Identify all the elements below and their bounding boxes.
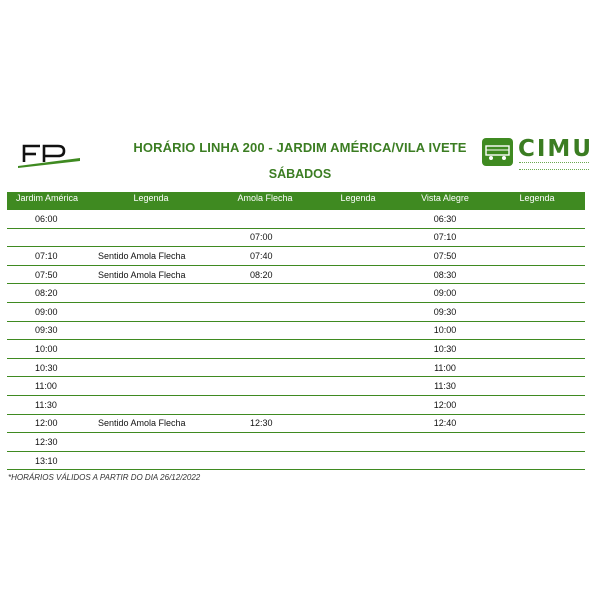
cell-vista-alegre: 08:30 [401,265,489,284]
cell-legenda-2 [315,377,401,396]
cell-legenda-1 [87,340,215,359]
table-row [7,377,585,396]
table-row [7,451,585,470]
cell-legenda-1: Sentido Amola Flecha [87,247,215,266]
cell-legenda-1 [87,228,215,247]
cell-legenda-3 [489,247,585,266]
column-header-legenda-1: Legenda [87,192,215,210]
table-row [7,210,585,228]
cell-amola-flecha: 08:20 [215,265,315,284]
cell-legenda-3 [489,284,585,303]
table-row [7,358,585,377]
cell-vista-alegre: 10:30 [401,340,489,359]
cell-legenda-3 [489,377,585,396]
cell-legenda-1 [87,284,215,303]
cell-legenda-2 [315,321,401,340]
cimu-wordmark: CIMU [518,136,594,162]
cell-legenda-1 [87,358,215,377]
column-header-legenda-2: Legenda [315,192,401,210]
cell-amola-flecha [215,340,315,359]
cell-jardim-america: 11:30 [7,395,87,414]
cell-legenda-2 [315,284,401,303]
cell-jardim-america: 12:30 [7,433,87,452]
cell-legenda-2 [315,395,401,414]
cell-legenda-3 [489,302,585,321]
table-row [7,284,585,303]
page-subtitle: SÁBADOS [268,167,332,181]
table-row [7,247,585,266]
cell-jardim-america: 11:00 [7,377,87,396]
cell-amola-flecha: 12:30 [215,414,315,433]
cell-legenda-3 [489,210,585,228]
cell-amola-flecha [215,302,315,321]
validity-footnote: *HORÁRIOS VÁLIDOS A PARTIR DO DIA 26/12/2022 [8,473,201,482]
schedule-body [7,210,585,470]
column-header-vista-alegre: Vista Alegre [401,192,489,210]
cell-legenda-1: Sentido Amola Flecha [87,414,215,433]
schedule-table [7,192,585,470]
cell-legenda-1: Sentido Amola Flecha [87,265,215,284]
cell-vista-alegre [401,451,489,470]
cimu-logo [481,135,594,171]
cell-jardim-america: 07:10 [7,247,87,266]
table-row [7,414,585,433]
cell-vista-alegre: 10:00 [401,321,489,340]
cell-legenda-3 [489,433,585,452]
cell-jardim-america: 09:30 [7,321,87,340]
fp-logo [18,140,80,168]
column-header-amola-flecha: Amola Flecha [215,192,315,210]
cell-amola-flecha [215,433,315,452]
cell-legenda-1 [87,321,215,340]
cell-amola-flecha [215,377,315,396]
cell-jardim-america: 07:50 [7,265,87,284]
cell-legenda-3 [489,265,585,284]
cell-legenda-2 [315,358,401,377]
cell-vista-alegre: 11:30 [401,377,489,396]
cell-vista-alegre: 12:40 [401,414,489,433]
column-header-jardim-america: Jardim América [7,192,87,210]
cell-legenda-2 [315,414,401,433]
cell-vista-alegre: 09:30 [401,302,489,321]
cell-jardim-america: 06:00 [7,210,87,228]
cell-legenda-3 [489,395,585,414]
cell-legenda-2 [315,247,401,266]
cell-jardim-america: 09:00 [7,302,87,321]
cell-legenda-1 [87,302,215,321]
cell-amola-flecha [215,210,315,228]
table-row [7,395,585,414]
cell-amola-flecha [215,451,315,470]
table-row [7,340,585,359]
cell-legenda-2 [315,228,401,247]
cell-vista-alegre: 09:00 [401,284,489,303]
cell-legenda-1 [87,377,215,396]
cell-amola-flecha: 07:40 [215,247,315,266]
cimu-tagline-decoration [519,162,589,170]
cell-jardim-america: 10:30 [7,358,87,377]
cell-legenda-3 [489,228,585,247]
cell-legenda-1 [87,395,215,414]
cell-jardim-america: 12:00 [7,414,87,433]
cell-legenda-1 [87,433,215,452]
cell-jardim-america: 10:00 [7,340,87,359]
cell-legenda-3 [489,321,585,340]
cell-vista-alegre: 07:10 [401,228,489,247]
cell-legenda-3 [489,451,585,470]
table-row [7,321,585,340]
cell-amola-flecha [215,284,315,303]
cell-jardim-america [7,228,87,247]
cell-legenda-3 [489,340,585,359]
cell-legenda-2 [315,210,401,228]
table-row [7,433,585,452]
cell-legenda-2 [315,340,401,359]
cell-legenda-1 [87,210,215,228]
cell-vista-alegre: 11:00 [401,358,489,377]
cell-jardim-america: 13:10 [7,451,87,470]
table-row [7,228,585,247]
cell-legenda-1 [87,451,215,470]
cell-legenda-2 [315,451,401,470]
cimu-emblem-icon [481,137,514,167]
cell-legenda-2 [315,433,401,452]
cell-amola-flecha [215,358,315,377]
table-row [7,302,585,321]
page-title: HORÁRIO LINHA 200 - JARDIM AMÉRICA/VILA IVETE [133,140,467,155]
cell-legenda-2 [315,265,401,284]
cell-vista-alegre [401,433,489,452]
cell-amola-flecha [215,321,315,340]
cell-amola-flecha [215,395,315,414]
cell-legenda-3 [489,414,585,433]
cell-vista-alegre: 12:00 [401,395,489,414]
cell-jardim-america: 08:20 [7,284,87,303]
table-row [7,265,585,284]
table-header-row [7,192,585,210]
cell-vista-alegre: 07:50 [401,247,489,266]
cell-legenda-2 [315,302,401,321]
cell-amola-flecha: 07:00 [215,228,315,247]
cell-vista-alegre: 06:30 [401,210,489,228]
column-header-legenda-3: Legenda [489,192,585,210]
cell-legenda-3 [489,358,585,377]
